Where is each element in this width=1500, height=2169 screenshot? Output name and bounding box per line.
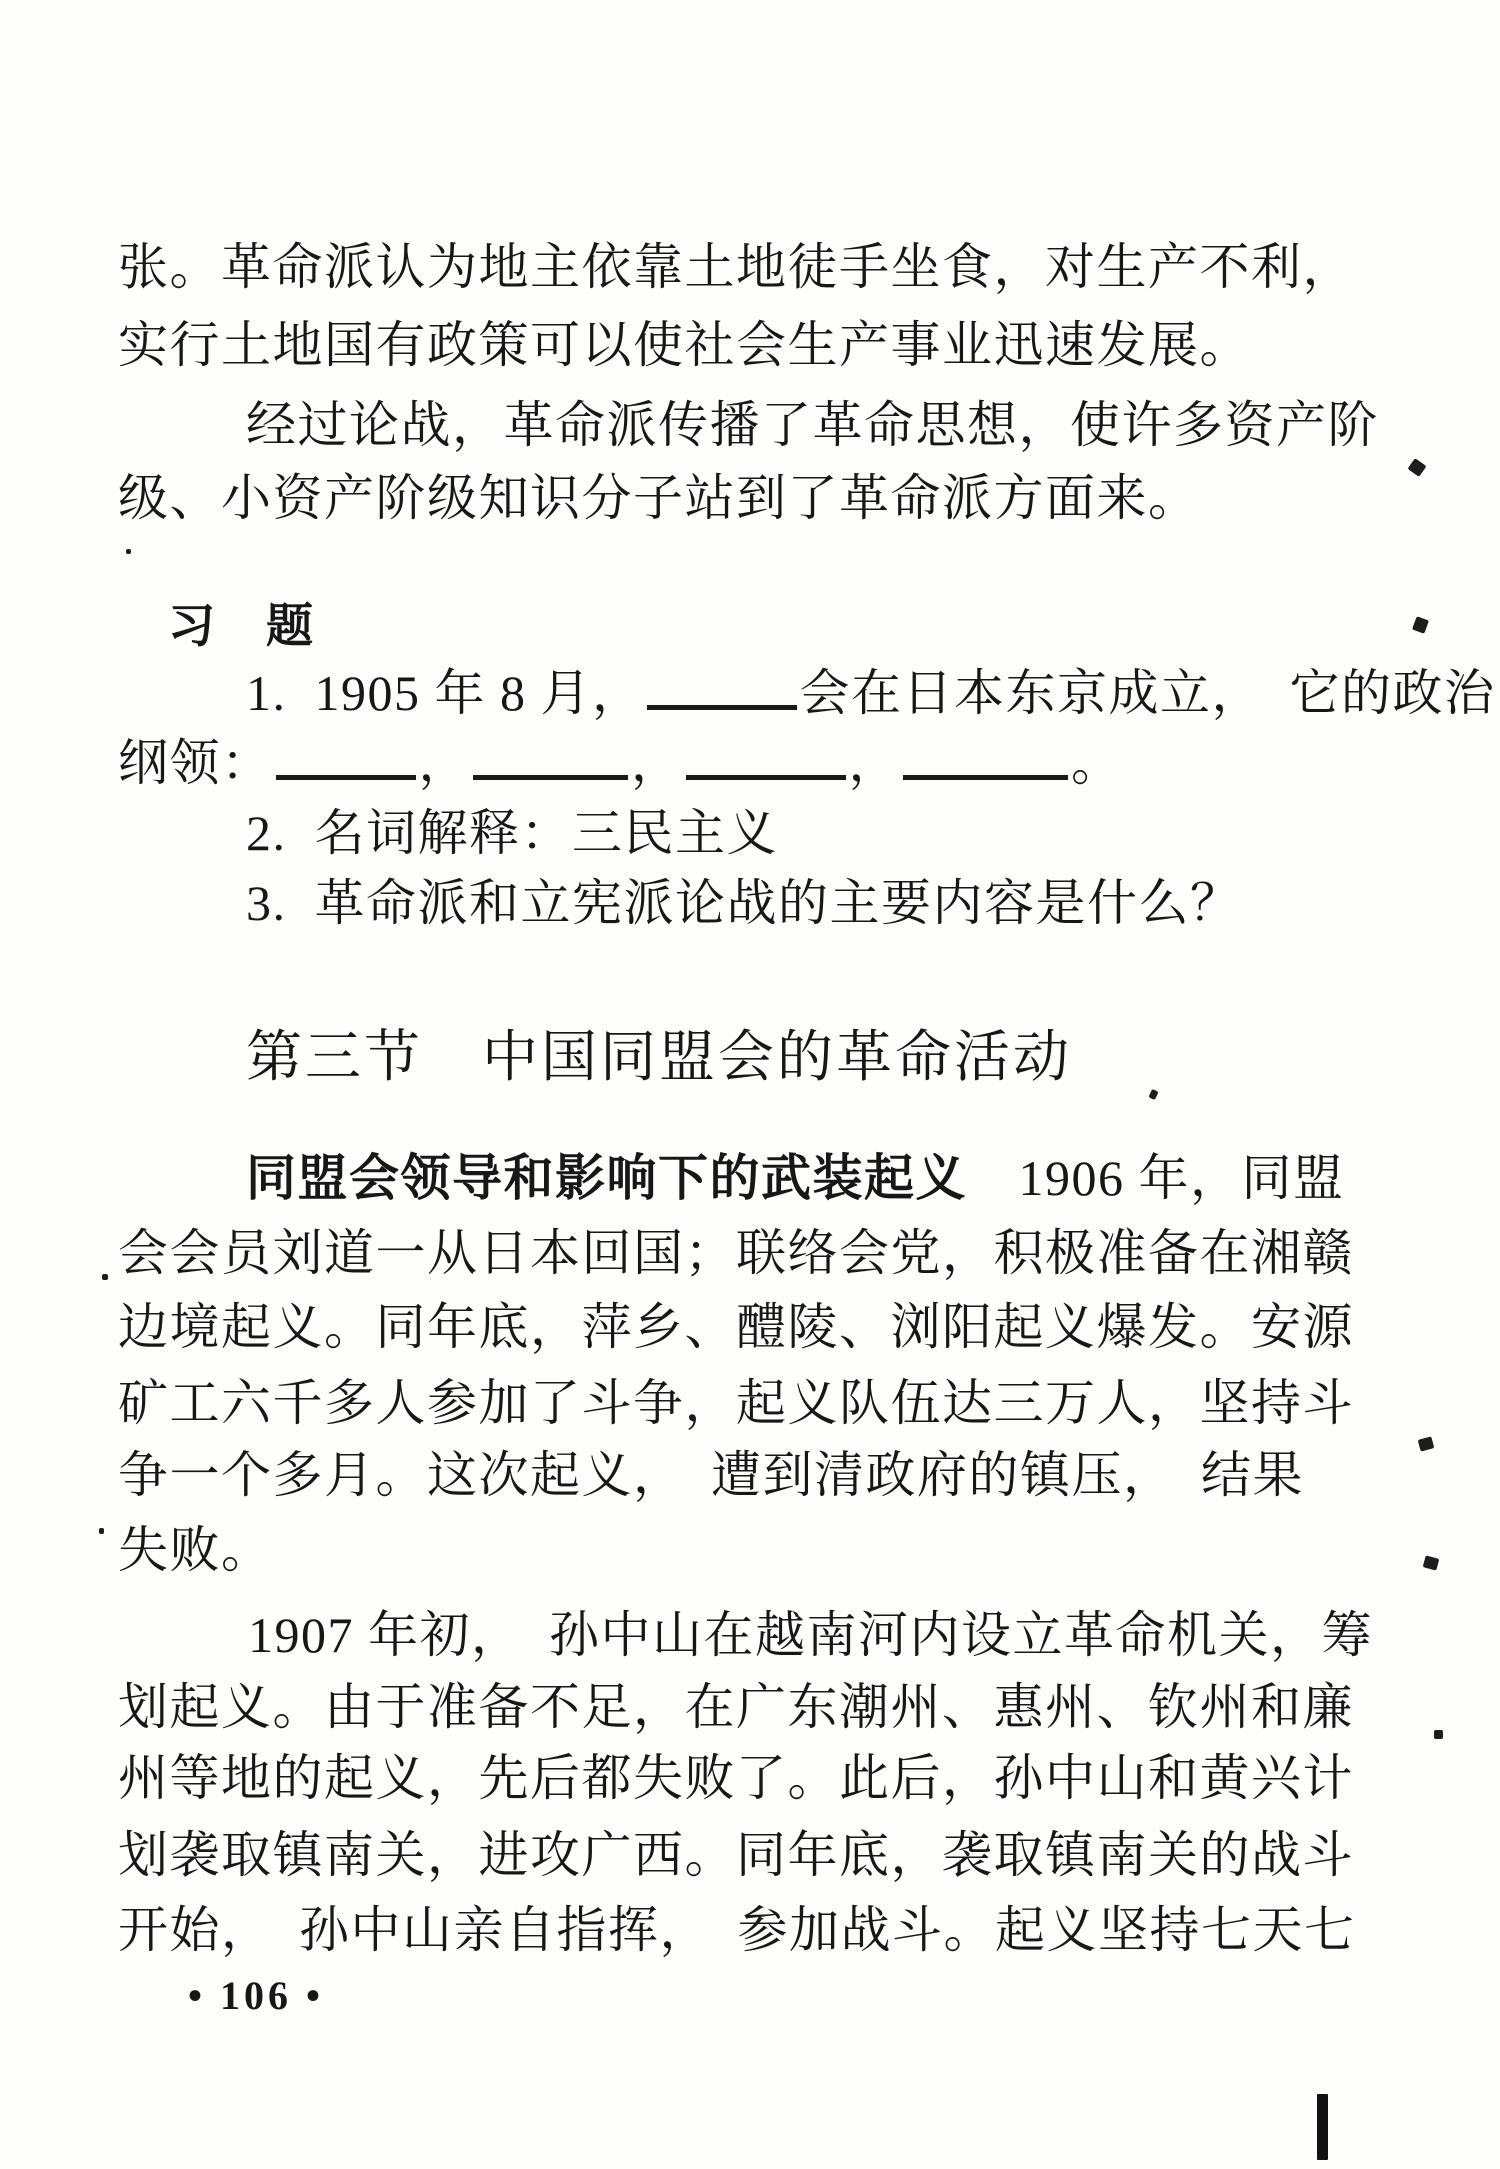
exercise-question-2: 2. 名词解释：三民主义 (246, 805, 778, 861)
scan-speck (1434, 1730, 1443, 1739)
separator: ， (631, 735, 683, 791)
question-1-text-before-blank: 1. 1905 年 8 月， (246, 665, 644, 721)
question-1-text-after-blank: 会在日本东京成立， 它的政治 (799, 665, 1496, 721)
section-title: 第三节 中国同盟会的革命活动 (246, 1027, 1072, 1089)
scan-speck (126, 549, 131, 554)
text-line: 开始， 孙中山亲自指挥， 参加战斗。起义坚持七天七 (118, 1902, 1356, 1958)
text-line: 级、小资产阶级知识分子站到了革命派方面来。 (118, 470, 1200, 526)
separator: ， (418, 735, 470, 791)
text-line: 张。革命派认为地主依靠土地徒手坐食，对生产不利， (118, 239, 1354, 295)
fill-in-blank (473, 728, 628, 781)
scan-mark-bar (1317, 2094, 1328, 2160)
scan-speck (99, 1528, 104, 1534)
scan-speck (1412, 616, 1429, 634)
exercise-question-3: 3. 革命派和立宪派论战的主要内容是什么？ (246, 875, 1242, 931)
text-line (246, 1141, 1345, 1216)
text-line: 划起义。由于准备不足，在广东潮州、惠州、钦州和廉 (118, 1679, 1354, 1735)
page-number: • 106 • (188, 1973, 325, 2018)
exercise-question-1-line-2 (118, 726, 1123, 801)
text-line: 1907 年初， 孙中山在越南河内设立革命机关，筹 (248, 1607, 1373, 1663)
scan-speck (1148, 1089, 1158, 1100)
question-1-line2-label: 纲领： (118, 735, 273, 791)
scan-speck (102, 1274, 108, 1280)
sentence-end: 。 (1071, 735, 1123, 791)
fill-in-blank (686, 728, 846, 781)
separator: ， (848, 735, 900, 791)
text-line: 会会员刘道一从日本回国；联络会党，积极准备在湘赣 (118, 1225, 1354, 1281)
text-line: 划袭取镇南关，进攻广西。同年底，袭取镇南关的战斗 (118, 1827, 1354, 1883)
text-line: 失败。 (118, 1522, 273, 1578)
text-line: 州等地的起义，先后都失败了。此后，孙中山和黄兴计 (118, 1750, 1354, 1806)
scan-speck (1423, 1555, 1440, 1570)
fill-in-blank (903, 728, 1068, 781)
paragraph-lead-bold: 同盟会领导和影响下的武装起义 (246, 1150, 967, 1206)
text-line: 实行土地国有政策可以使社会生产事业迅速发展。 (118, 317, 1251, 373)
scan-speck (1408, 458, 1427, 477)
text-line: 边境起义。同年底，萍乡、醴陵、浏阳起义爆发。安源 (118, 1299, 1354, 1355)
exercises-header: 习 题 (168, 599, 315, 652)
scan-speck (1418, 1436, 1435, 1451)
text-line: 矿工六千多人参加了斗争，起义队伍达三万人，坚持斗 (118, 1375, 1354, 1431)
fill-in-blank (276, 728, 416, 781)
fill-in-blank (647, 658, 797, 711)
text-line: 经过论战，革命派传播了革命思想，使许多资产阶 (246, 397, 1379, 453)
text-line: 争一个多月。这次起义， 遭到清政府的镇压， 结果 (118, 1447, 1304, 1503)
paragraph-lead-rest: 1906 年，同盟 (967, 1150, 1345, 1206)
exercise-question-1 (246, 656, 1496, 731)
